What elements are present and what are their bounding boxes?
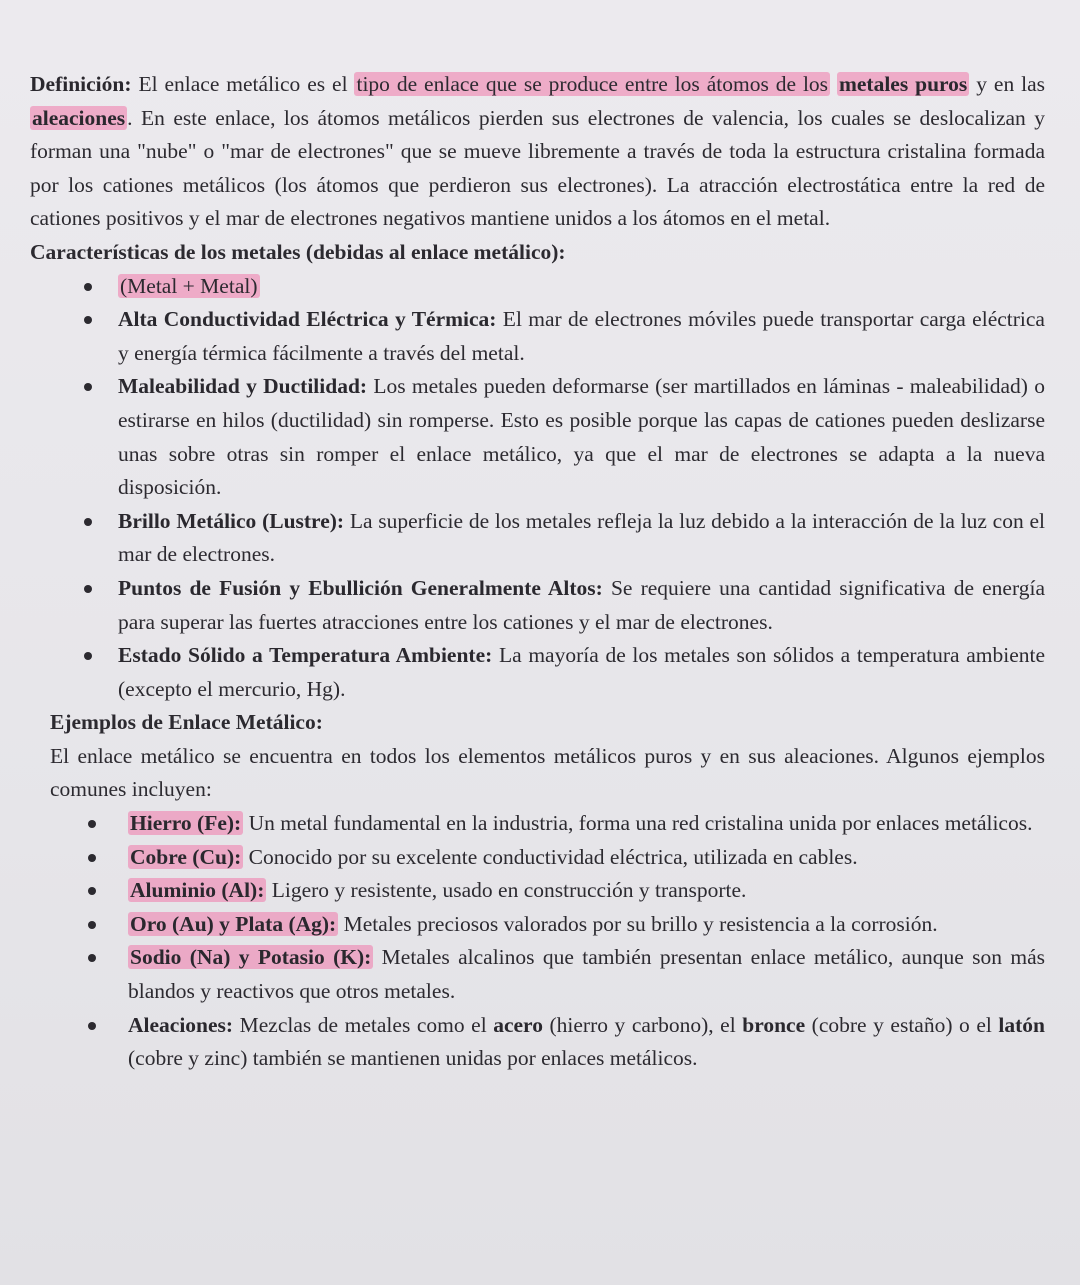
examples-heading: Ejemplos de Enlace Metálico: bbox=[50, 710, 323, 735]
alloy-laton: latón bbox=[998, 1012, 1045, 1037]
bold-highlight-metales-puros: metales puros bbox=[838, 72, 968, 96]
characteristic-term: Estado Sólido a Temperatura Ambiente: bbox=[118, 643, 493, 668]
alloys-text-4: (cobre y zinc) también se mantienen unidas por enlaces metálicos. bbox=[128, 1046, 698, 1071]
definition-text-3: . En este enlace, los átomos metálicos pierden sus electrones de valencia, los cuales se deslocalizan y forman una "nube" o "mar de electrones" que se mueve libremente a través de toda la estructura cristalina formada por los cationes metálicos (los átomos que perdieron sus electrones). La atracción electrostática entre la red de cationes positivos y el mar de electrones negativos mantiene unidos a los átomos en el metal. bbox=[30, 105, 1045, 231]
definition-label: Definición: bbox=[30, 72, 132, 96]
characteristic-term: Puntos de Fusión y Ebullición Generalmente Altos: bbox=[118, 575, 603, 600]
characteristic-item bbox=[30, 303, 1045, 370]
characteristic-text: (Metal + Metal) bbox=[120, 273, 258, 298]
example-term: Sodio (Na) y Potasio (K): bbox=[130, 945, 372, 970]
example-item bbox=[30, 841, 1045, 875]
example-text: Ligero y resistente, usado en construcción y transporte. bbox=[266, 878, 747, 903]
example-text: Metales preciosos valorados por su brillo y resistencia a la corrosión. bbox=[338, 911, 938, 936]
characteristic-item bbox=[30, 639, 1045, 706]
example-term: Aleaciones: bbox=[128, 1012, 234, 1037]
characteristic-text: La mayoría de los metales son sólidos a temperatura ambiente (excepto el mercurio, Hg). bbox=[118, 643, 1045, 701]
characteristic-item bbox=[30, 572, 1045, 639]
characteristic-text: La superficie de los metales refleja la luz debido a la interacción de la luz con el mar de electrones. bbox=[118, 508, 1045, 567]
characteristics-list bbox=[30, 270, 1045, 707]
examples-intro: El enlace metálico se encuentra en todos los elementos metálicos puros y en sus aleaciones. Algunos ejemplos comunes incluyen: bbox=[50, 743, 1045, 802]
examples-list bbox=[30, 807, 1045, 1076]
definition-text-1: El enlace metálico es el bbox=[131, 72, 355, 96]
definition-space bbox=[830, 72, 837, 96]
alloys-text-1: Mezclas de metales como el bbox=[233, 1012, 494, 1037]
characteristic-item bbox=[30, 370, 1045, 504]
example-term: Cobre (Cu): bbox=[130, 844, 242, 869]
characteristic-text: El mar de electrones móviles puede transportar carga eléctrica y energía térmica fácilmente a través del metal. bbox=[118, 307, 1045, 365]
example-term: Oro (Au) y Plata (Ag): bbox=[130, 911, 337, 936]
definition-paragraph bbox=[30, 68, 1045, 236]
characteristic-item bbox=[30, 505, 1045, 572]
example-term: Hierro (Fe): bbox=[130, 811, 242, 836]
bold-highlight-aleaciones: aleaciones bbox=[32, 105, 126, 130]
example-item bbox=[30, 908, 1045, 942]
highlighted-phrase: tipo de enlace que se produce entre los átomos de los bbox=[356, 72, 829, 96]
example-term: Aluminio (Al): bbox=[130, 878, 265, 903]
alloys-text-3: (cobre y estaño) o el bbox=[805, 1012, 999, 1037]
example-item bbox=[30, 941, 1045, 1008]
characteristic-item bbox=[30, 270, 1045, 304]
characteristic-text: Los metales pueden deformarse (ser martillados en láminas - maleabilidad) o estirarse en hilos (ductilidad) sin romperse. Esto es posible porque las capas de cationes pueden deslizarse unas sobre otras sin romper el enlace metálico, ya que el mar de electrones se adapta a la nueva disposición. bbox=[118, 374, 1045, 500]
characteristic-term: Brillo Metálico (Lustre): bbox=[118, 508, 345, 533]
characteristic-term: Alta Conductividad Eléctrica y Térmica: bbox=[118, 307, 497, 332]
alloy-bronce: bronce bbox=[742, 1012, 806, 1037]
example-item bbox=[30, 874, 1045, 908]
example-item bbox=[30, 807, 1045, 841]
document-content bbox=[30, 68, 1045, 1076]
example-text: Un metal fundamental en la industria, forma una red cristalina unida por enlaces metálicos. bbox=[243, 811, 1033, 836]
characteristic-term: Maleabilidad y Ductilidad: bbox=[118, 374, 368, 399]
characteristic-text: Se requiere una cantidad significativa de energía para superar las fuertes atracciones entre los cationes y el mar de electrones. bbox=[118, 575, 1045, 634]
example-item-alloys bbox=[30, 1009, 1045, 1076]
alloys-text-2: (hierro y carbono), el bbox=[542, 1012, 743, 1037]
characteristics-heading: Características de los metales (debidas al enlace metálico): bbox=[30, 239, 566, 264]
definition-text-2: y en las bbox=[969, 72, 1045, 96]
example-text: Metales alcalinos que también presentan enlace metálico, aunque son más blandos y reactivos que otros metales. bbox=[128, 945, 1045, 1004]
alloy-acero: acero bbox=[493, 1012, 543, 1037]
example-text: Conocido por su excelente conductividad eléctrica, utilizada en cables. bbox=[243, 844, 858, 869]
